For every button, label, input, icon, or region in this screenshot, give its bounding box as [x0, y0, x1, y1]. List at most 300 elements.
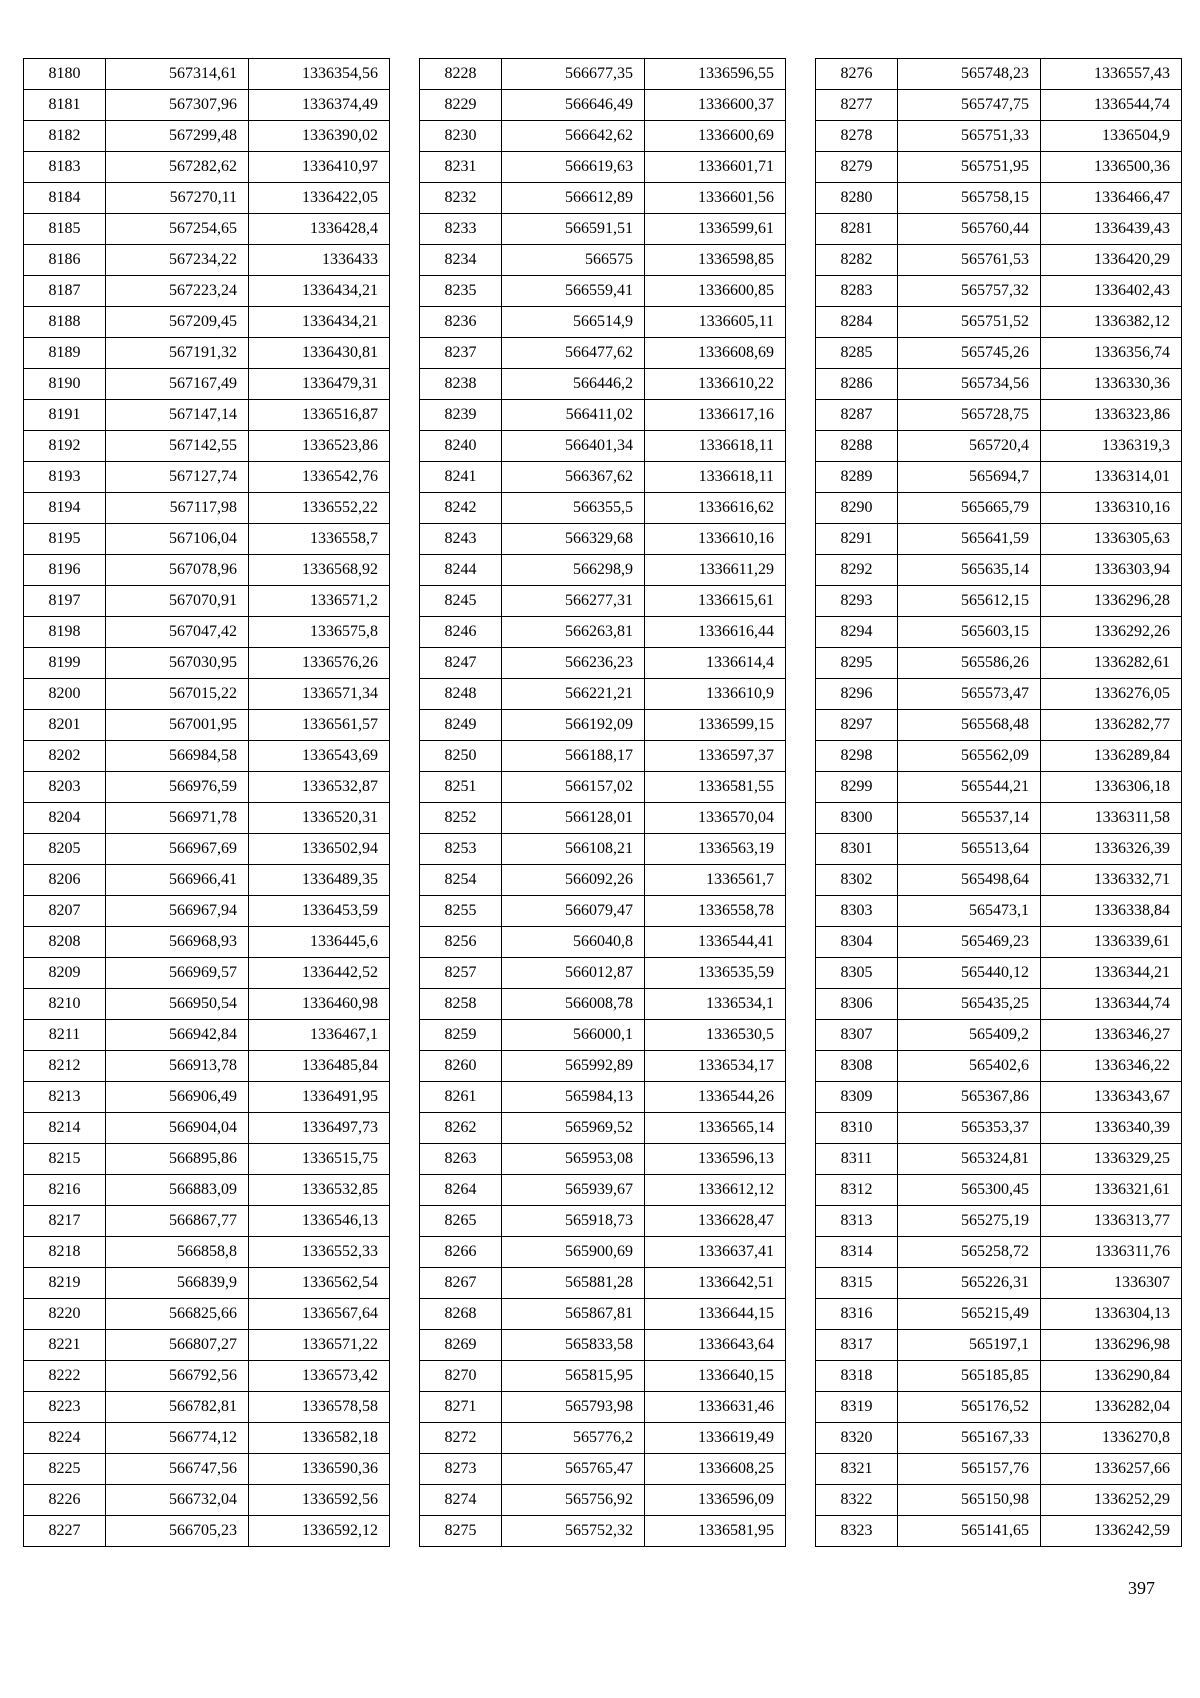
table-row [24, 555, 390, 586]
table-row [24, 927, 390, 958]
point-number-cell: 8301 [816, 834, 898, 865]
x-coordinate-cell: 566514,9 [502, 307, 645, 338]
point-number-cell: 8293 [816, 586, 898, 617]
x-coordinate-cell: 566858,8 [106, 1237, 249, 1268]
table-row [24, 1392, 390, 1423]
y-coordinate-cell: 1336600,85 [645, 276, 786, 307]
x-coordinate-cell: 566646,49 [502, 90, 645, 121]
table-row [24, 462, 390, 493]
x-coordinate-cell: 566355,5 [502, 493, 645, 524]
x-coordinate-cell: 566188,17 [502, 741, 645, 772]
y-coordinate-cell: 1336544,41 [645, 927, 786, 958]
table-row [816, 493, 1182, 524]
x-coordinate-cell: 566677,35 [502, 59, 645, 90]
table-row [24, 431, 390, 462]
point-number-cell: 8187 [24, 276, 106, 307]
y-coordinate-cell: 1336340,39 [1041, 1113, 1182, 1144]
table-row [816, 896, 1182, 927]
y-coordinate-cell: 1336523,86 [249, 431, 390, 462]
x-coordinate-cell: 567254,65 [106, 214, 249, 245]
y-coordinate-cell: 1336640,15 [645, 1361, 786, 1392]
x-coordinate-cell: 565612,15 [898, 586, 1041, 617]
y-coordinate-cell: 1336430,81 [249, 338, 390, 369]
table-row [816, 834, 1182, 865]
table-row [420, 1082, 786, 1113]
y-coordinate-cell: 1336289,84 [1041, 741, 1182, 772]
y-coordinate-cell: 1336542,76 [249, 462, 390, 493]
point-number-cell: 8191 [24, 400, 106, 431]
y-coordinate-cell: 1336343,67 [1041, 1082, 1182, 1113]
y-coordinate-cell: 1336410,97 [249, 152, 390, 183]
point-number-cell: 8212 [24, 1051, 106, 1082]
y-coordinate-cell: 1336323,86 [1041, 400, 1182, 431]
y-coordinate-cell: 1336561,7 [645, 865, 786, 896]
y-coordinate-cell: 1336608,69 [645, 338, 786, 369]
y-coordinate-cell: 1336544,74 [1041, 90, 1182, 121]
point-number-cell: 8290 [816, 493, 898, 524]
point-number-cell: 8300 [816, 803, 898, 834]
x-coordinate-cell: 565756,92 [502, 1485, 645, 1516]
y-coordinate-cell: 1336596,09 [645, 1485, 786, 1516]
y-coordinate-cell: 1336306,18 [1041, 772, 1182, 803]
x-coordinate-cell: 566774,12 [106, 1423, 249, 1454]
x-coordinate-cell: 565603,15 [898, 617, 1041, 648]
table-row [24, 1206, 390, 1237]
point-number-cell: 8315 [816, 1268, 898, 1299]
x-coordinate-cell: 567191,32 [106, 338, 249, 369]
y-coordinate-cell: 1336618,11 [645, 431, 786, 462]
x-coordinate-cell: 565300,45 [898, 1175, 1041, 1206]
point-number-cell: 8276 [816, 59, 898, 90]
y-coordinate-cell: 1336578,58 [249, 1392, 390, 1423]
y-coordinate-cell: 1336534,1 [645, 989, 786, 1020]
table-row [816, 1020, 1182, 1051]
x-coordinate-cell: 565760,44 [898, 214, 1041, 245]
y-coordinate-cell: 1336433 [249, 245, 390, 276]
x-coordinate-cell: 565537,14 [898, 803, 1041, 834]
table-row [24, 152, 390, 183]
y-coordinate-cell: 1336466,47 [1041, 183, 1182, 214]
y-coordinate-cell: 1336497,73 [249, 1113, 390, 1144]
y-coordinate-cell: 1336616,62 [645, 493, 786, 524]
x-coordinate-cell: 566732,04 [106, 1485, 249, 1516]
point-number-cell: 8266 [420, 1237, 502, 1268]
x-coordinate-cell: 565751,33 [898, 121, 1041, 152]
table-row [816, 1361, 1182, 1392]
page-number: 397 [1128, 1578, 1155, 1598]
x-coordinate-cell: 567314,61 [106, 59, 249, 90]
x-coordinate-cell: 565150,98 [898, 1485, 1041, 1516]
x-coordinate-cell: 565141,65 [898, 1516, 1041, 1547]
point-number-cell: 8252 [420, 803, 502, 834]
x-coordinate-cell: 565745,26 [898, 338, 1041, 369]
point-number-cell: 8233 [420, 214, 502, 245]
point-number-cell: 8204 [24, 803, 106, 834]
table-row [24, 803, 390, 834]
x-coordinate-cell: 566192,09 [502, 710, 645, 741]
x-coordinate-cell: 567223,24 [106, 276, 249, 307]
y-coordinate-cell: 1336313,77 [1041, 1206, 1182, 1237]
x-coordinate-cell: 565185,85 [898, 1361, 1041, 1392]
x-coordinate-cell: 566950,54 [106, 989, 249, 1020]
point-number-cell: 8308 [816, 1051, 898, 1082]
point-number-cell: 8205 [24, 834, 106, 865]
x-coordinate-cell: 567030,95 [106, 648, 249, 679]
table-row [420, 679, 786, 710]
y-coordinate-cell: 1336307 [1041, 1268, 1182, 1299]
y-coordinate-cell: 1336491,95 [249, 1082, 390, 1113]
y-coordinate-cell: 1336643,64 [645, 1330, 786, 1361]
point-number-cell: 8284 [816, 307, 898, 338]
table-row [816, 1516, 1182, 1547]
x-coordinate-cell: 566575 [502, 245, 645, 276]
y-coordinate-cell: 1336530,5 [645, 1020, 786, 1051]
y-coordinate-cell: 1336618,11 [645, 462, 786, 493]
x-coordinate-cell: 565167,33 [898, 1423, 1041, 1454]
point-number-cell: 8292 [816, 555, 898, 586]
table-row [816, 586, 1182, 617]
table-row [420, 276, 786, 307]
y-coordinate-cell: 1336402,43 [1041, 276, 1182, 307]
table-row [24, 276, 390, 307]
y-coordinate-cell: 1336502,94 [249, 834, 390, 865]
y-coordinate-cell: 1336642,51 [645, 1268, 786, 1299]
point-number-cell: 8258 [420, 989, 502, 1020]
y-coordinate-cell: 1336596,55 [645, 59, 786, 90]
x-coordinate-cell: 566967,94 [106, 896, 249, 927]
x-coordinate-cell: 566108,21 [502, 834, 645, 865]
y-coordinate-cell: 1336601,71 [645, 152, 786, 183]
y-coordinate-cell: 1336344,21 [1041, 958, 1182, 989]
table-row [420, 307, 786, 338]
table-row [420, 927, 786, 958]
y-coordinate-cell: 1336558,78 [645, 896, 786, 927]
y-coordinate-cell: 1336339,61 [1041, 927, 1182, 958]
table-row [420, 493, 786, 524]
y-coordinate-cell: 1336644,15 [645, 1299, 786, 1330]
point-number-cell: 8295 [816, 648, 898, 679]
y-coordinate-cell: 1336565,14 [645, 1113, 786, 1144]
table-row [24, 1485, 390, 1516]
table-row [816, 555, 1182, 586]
y-coordinate-cell: 1336422,05 [249, 183, 390, 214]
point-number-cell: 8180 [24, 59, 106, 90]
table-row [420, 648, 786, 679]
y-coordinate-cell: 1336282,77 [1041, 710, 1182, 741]
x-coordinate-cell: 565197,1 [898, 1330, 1041, 1361]
point-number-cell: 8253 [420, 834, 502, 865]
table-row [420, 865, 786, 896]
table-row [420, 1020, 786, 1051]
table-row [24, 1020, 390, 1051]
y-coordinate-cell: 1336610,16 [645, 524, 786, 555]
x-coordinate-cell: 566000,1 [502, 1020, 645, 1051]
point-number-cell: 8269 [420, 1330, 502, 1361]
x-coordinate-cell: 565157,76 [898, 1454, 1041, 1485]
y-coordinate-cell: 1336614,4 [645, 648, 786, 679]
table-row [816, 152, 1182, 183]
x-coordinate-cell: 565881,28 [502, 1268, 645, 1299]
x-coordinate-cell: 566559,41 [502, 276, 645, 307]
y-coordinate-cell: 1336557,43 [1041, 59, 1182, 90]
table-row [24, 400, 390, 431]
y-coordinate-cell: 1336597,37 [645, 741, 786, 772]
x-coordinate-cell: 567147,14 [106, 400, 249, 431]
table-row [420, 214, 786, 245]
x-coordinate-cell: 566157,02 [502, 772, 645, 803]
x-coordinate-cell: 566971,78 [106, 803, 249, 834]
point-number-cell: 8214 [24, 1113, 106, 1144]
point-number-cell: 8278 [816, 121, 898, 152]
x-coordinate-cell: 566969,57 [106, 958, 249, 989]
x-coordinate-cell: 565568,48 [898, 710, 1041, 741]
point-number-cell: 8185 [24, 214, 106, 245]
point-number-cell: 8250 [420, 741, 502, 772]
point-number-cell: 8248 [420, 679, 502, 710]
y-coordinate-cell: 1336575,8 [249, 617, 390, 648]
point-number-cell: 8320 [816, 1423, 898, 1454]
point-number-cell: 8286 [816, 369, 898, 400]
y-coordinate-cell: 1336346,22 [1041, 1051, 1182, 1082]
table-row [24, 617, 390, 648]
point-number-cell: 8225 [24, 1454, 106, 1485]
y-coordinate-cell: 1336439,43 [1041, 214, 1182, 245]
table-row [816, 1206, 1182, 1237]
y-coordinate-cell: 1336252,29 [1041, 1485, 1182, 1516]
y-coordinate-cell: 1336428,4 [249, 214, 390, 245]
point-number-cell: 8200 [24, 679, 106, 710]
x-coordinate-cell: 566976,59 [106, 772, 249, 803]
table-row [816, 121, 1182, 152]
table-row [816, 183, 1182, 214]
point-number-cell: 8241 [420, 462, 502, 493]
y-coordinate-cell: 1336390,02 [249, 121, 390, 152]
table-row [816, 772, 1182, 803]
x-coordinate-cell: 565793,98 [502, 1392, 645, 1423]
x-coordinate-cell: 567070,91 [106, 586, 249, 617]
point-number-cell: 8223 [24, 1392, 106, 1423]
table-row [816, 648, 1182, 679]
y-coordinate-cell: 1336356,74 [1041, 338, 1182, 369]
table-row [816, 59, 1182, 90]
y-coordinate-cell: 1336354,56 [249, 59, 390, 90]
x-coordinate-cell: 565984,13 [502, 1082, 645, 1113]
point-number-cell: 8323 [816, 1516, 898, 1547]
x-coordinate-cell: 567015,22 [106, 679, 249, 710]
x-coordinate-cell: 566913,78 [106, 1051, 249, 1082]
x-coordinate-cell: 566867,77 [106, 1206, 249, 1237]
x-coordinate-cell: 565275,19 [898, 1206, 1041, 1237]
x-coordinate-cell: 566298,9 [502, 555, 645, 586]
x-coordinate-cell: 566904,04 [106, 1113, 249, 1144]
y-coordinate-cell: 1336610,22 [645, 369, 786, 400]
y-coordinate-cell: 1336558,7 [249, 524, 390, 555]
x-coordinate-cell: 566263,81 [502, 617, 645, 648]
point-number-cell: 8296 [816, 679, 898, 710]
x-coordinate-cell: 566591,51 [502, 214, 645, 245]
y-coordinate-cell: 1336382,12 [1041, 307, 1182, 338]
x-coordinate-cell: 565720,4 [898, 431, 1041, 462]
y-coordinate-cell: 1336520,31 [249, 803, 390, 834]
table-row [420, 245, 786, 276]
x-coordinate-cell: 566906,49 [106, 1082, 249, 1113]
table-row [816, 1268, 1182, 1299]
table-row [420, 1237, 786, 1268]
table-row [420, 59, 786, 90]
x-coordinate-cell: 565544,21 [898, 772, 1041, 803]
table-row [24, 958, 390, 989]
point-number-cell: 8230 [420, 121, 502, 152]
x-coordinate-cell: 566642,62 [502, 121, 645, 152]
point-number-cell: 8199 [24, 648, 106, 679]
table-row [420, 1051, 786, 1082]
x-coordinate-cell: 565694,7 [898, 462, 1041, 493]
x-coordinate-cell: 567001,95 [106, 710, 249, 741]
y-coordinate-cell: 1336332,71 [1041, 865, 1182, 896]
point-number-cell: 8246 [420, 617, 502, 648]
y-coordinate-cell: 1336374,49 [249, 90, 390, 121]
x-coordinate-cell: 566839,9 [106, 1268, 249, 1299]
x-coordinate-cell: 567270,11 [106, 183, 249, 214]
x-coordinate-cell: 565324,81 [898, 1144, 1041, 1175]
table-row [420, 462, 786, 493]
y-coordinate-cell: 1336598,85 [645, 245, 786, 276]
point-number-cell: 8215 [24, 1144, 106, 1175]
x-coordinate-cell: 565992,89 [502, 1051, 645, 1082]
y-coordinate-cell: 1336582,18 [249, 1423, 390, 1454]
point-number-cell: 8281 [816, 214, 898, 245]
x-coordinate-cell: 566040,8 [502, 927, 645, 958]
x-coordinate-cell: 565665,79 [898, 493, 1041, 524]
point-number-cell: 8243 [420, 524, 502, 555]
point-number-cell: 8309 [816, 1082, 898, 1113]
table-row [816, 1299, 1182, 1330]
point-number-cell: 8310 [816, 1113, 898, 1144]
table-row [24, 896, 390, 927]
x-coordinate-cell: 567307,96 [106, 90, 249, 121]
point-number-cell: 8192 [24, 431, 106, 462]
x-coordinate-cell: 566008,78 [502, 989, 645, 1020]
point-number-cell: 8242 [420, 493, 502, 524]
table-row [816, 338, 1182, 369]
table-row [420, 1206, 786, 1237]
y-coordinate-cell: 1336276,05 [1041, 679, 1182, 710]
x-coordinate-cell: 566612,89 [502, 183, 645, 214]
table-row [420, 183, 786, 214]
x-coordinate-cell: 567078,96 [106, 555, 249, 586]
x-coordinate-cell: 566895,86 [106, 1144, 249, 1175]
x-coordinate-cell: 565757,32 [898, 276, 1041, 307]
x-coordinate-cell: 565641,59 [898, 524, 1041, 555]
x-coordinate-cell: 565734,56 [898, 369, 1041, 400]
x-coordinate-cell: 566966,41 [106, 865, 249, 896]
point-number-cell: 8319 [816, 1392, 898, 1423]
table-row [420, 772, 786, 803]
table-row [420, 1299, 786, 1330]
table-row [816, 245, 1182, 276]
table-row [24, 493, 390, 524]
table-row [420, 1144, 786, 1175]
x-coordinate-cell: 567142,55 [106, 431, 249, 462]
table-row [816, 989, 1182, 1020]
x-coordinate-cell: 566411,02 [502, 400, 645, 431]
y-coordinate-cell: 1336515,75 [249, 1144, 390, 1175]
point-number-cell: 8264 [420, 1175, 502, 1206]
point-number-cell: 8211 [24, 1020, 106, 1051]
point-number-cell: 8291 [816, 524, 898, 555]
y-coordinate-cell: 1336534,17 [645, 1051, 786, 1082]
x-coordinate-cell: 565215,49 [898, 1299, 1041, 1330]
y-coordinate-cell: 1336543,69 [249, 741, 390, 772]
point-number-cell: 8186 [24, 245, 106, 276]
table-row [24, 1268, 390, 1299]
x-coordinate-cell: 565752,32 [502, 1516, 645, 1547]
x-coordinate-cell: 565969,52 [502, 1113, 645, 1144]
y-coordinate-cell: 1336453,59 [249, 896, 390, 927]
table-row [420, 524, 786, 555]
table-row [24, 679, 390, 710]
y-coordinate-cell: 1336567,64 [249, 1299, 390, 1330]
table-row [816, 1454, 1182, 1485]
point-number-cell: 8239 [420, 400, 502, 431]
y-coordinate-cell: 1336600,69 [645, 121, 786, 152]
y-coordinate-cell: 1336601,56 [645, 183, 786, 214]
x-coordinate-cell: 566883,09 [106, 1175, 249, 1206]
table-row [24, 1113, 390, 1144]
x-coordinate-cell: 565776,2 [502, 1423, 645, 1454]
x-coordinate-cell: 566401,34 [502, 431, 645, 462]
point-number-cell: 8190 [24, 369, 106, 400]
point-number-cell: 8267 [420, 1268, 502, 1299]
table-row [24, 1299, 390, 1330]
point-number-cell: 8234 [420, 245, 502, 276]
table-row [24, 772, 390, 803]
y-coordinate-cell: 1336637,41 [645, 1237, 786, 1268]
y-coordinate-cell: 1336552,22 [249, 493, 390, 524]
point-number-cell: 8313 [816, 1206, 898, 1237]
y-coordinate-cell: 1336628,47 [645, 1206, 786, 1237]
point-number-cell: 8256 [420, 927, 502, 958]
x-coordinate-cell: 565573,47 [898, 679, 1041, 710]
point-number-cell: 8249 [420, 710, 502, 741]
point-number-cell: 8240 [420, 431, 502, 462]
x-coordinate-cell: 567299,48 [106, 121, 249, 152]
x-coordinate-cell: 565440,12 [898, 958, 1041, 989]
y-coordinate-cell: 1336346,27 [1041, 1020, 1182, 1051]
point-number-cell: 8259 [420, 1020, 502, 1051]
y-coordinate-cell: 1336303,94 [1041, 555, 1182, 586]
y-coordinate-cell: 1336296,28 [1041, 586, 1182, 617]
point-number-cell: 8196 [24, 555, 106, 586]
y-coordinate-cell: 1336500,36 [1041, 152, 1182, 183]
point-number-cell: 8219 [24, 1268, 106, 1299]
table-row [24, 741, 390, 772]
x-coordinate-cell: 566825,66 [106, 1299, 249, 1330]
x-coordinate-cell: 566079,47 [502, 896, 645, 927]
point-number-cell: 8208 [24, 927, 106, 958]
point-number-cell: 8221 [24, 1330, 106, 1361]
point-number-cell: 8263 [420, 1144, 502, 1175]
x-coordinate-cell: 565409,2 [898, 1020, 1041, 1051]
table-row [420, 1392, 786, 1423]
table-row [24, 369, 390, 400]
y-coordinate-cell: 1336310,16 [1041, 493, 1182, 524]
x-coordinate-cell: 565761,53 [898, 245, 1041, 276]
y-coordinate-cell: 1336516,87 [249, 400, 390, 431]
point-number-cell: 8237 [420, 338, 502, 369]
point-number-cell: 8226 [24, 1485, 106, 1516]
x-coordinate-cell: 566619,63 [502, 152, 645, 183]
